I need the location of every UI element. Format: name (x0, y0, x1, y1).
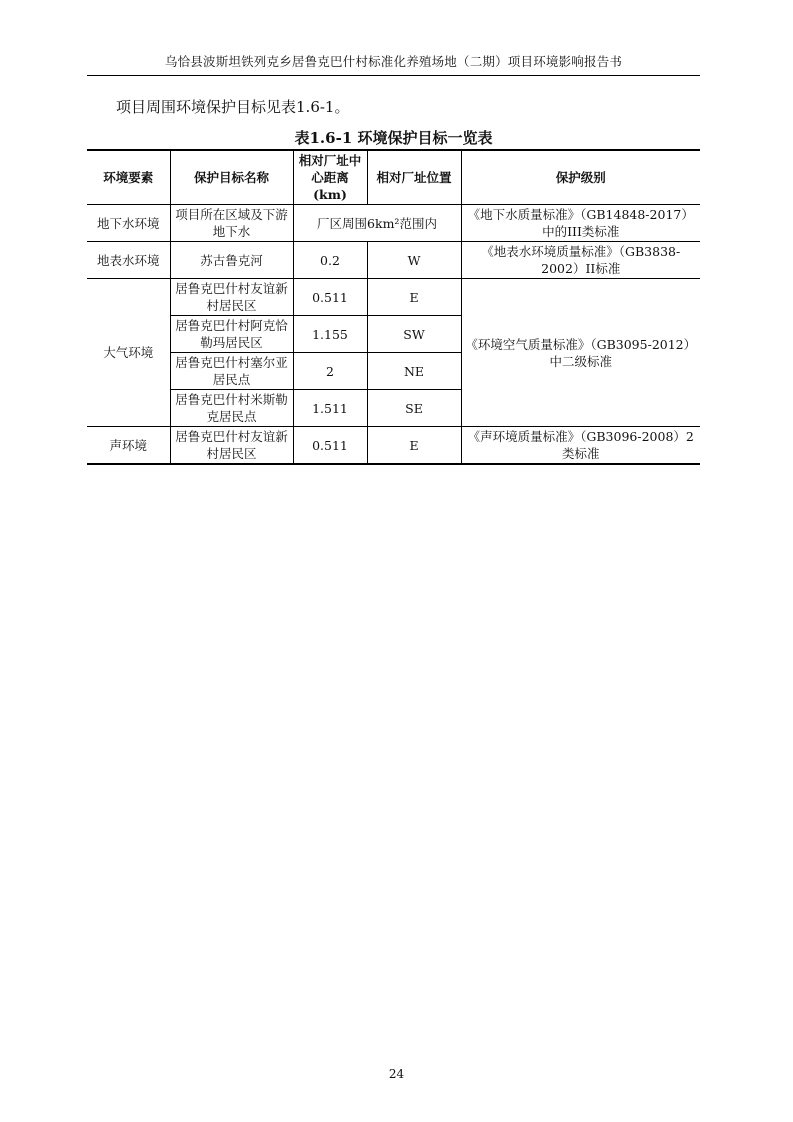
position-cell: W (367, 242, 461, 279)
position-cell: SE (367, 390, 461, 427)
protection-targets-table (87, 149, 700, 465)
distance-cell: 0.511 (293, 279, 367, 316)
page-number: 24 (388, 1067, 405, 1081)
target-cell: 居鲁克巴什村米斯勒克居民点 (170, 390, 293, 427)
table-row (87, 279, 700, 316)
position-cell: E (367, 279, 461, 316)
distance-cell: 1.511 (293, 390, 367, 427)
document-header: 乌恰县波斯坦铁列克乡居鲁克巴什村标准化养殖场地（二期）项目环境影响报告书 (164, 54, 623, 69)
target-cell: 项目所在区域及下游地下水 (170, 205, 293, 242)
level-cell: 《地表水环境质量标准》（GB3838-2002）II标准 (461, 242, 700, 279)
distance-cell: 0.511 (293, 427, 367, 465)
env-cell: 地表水环境 (87, 242, 170, 279)
distance-cell: 2 (293, 353, 367, 390)
target-cell: 居鲁克巴什村友谊新村居民区 (170, 427, 293, 465)
level-cell: 《环境空气质量标准》（GB3095-2012）中二级标准 (461, 279, 700, 427)
target-cell: 居鲁克巴什村友谊新村居民区 (170, 279, 293, 316)
target-cell: 居鲁克巴什村阿克恰勒玛居民区 (170, 316, 293, 353)
table-caption: 表1.6-1 环境保护目标一览表 (294, 129, 493, 147)
header-level: 保护级别 (461, 150, 700, 205)
header-env: 环境要素 (87, 150, 170, 205)
env-cell: 大气环境 (87, 279, 170, 427)
position-cell: NE (367, 353, 461, 390)
table-row (87, 242, 700, 279)
env-cell: 地下水环境 (87, 205, 170, 242)
distance-cell: 0.2 (293, 242, 367, 279)
table-header-row (87, 150, 700, 205)
level-cell: 《声环境质量标准》（GB3096-2008）2类标准 (461, 427, 700, 465)
header-target: 保护目标名称 (170, 150, 293, 205)
env-cell: 声环境 (87, 427, 170, 465)
position-cell: SW (367, 316, 461, 353)
position-cell: E (367, 427, 461, 465)
level-cell: 《地下水质量标准》（GB14848-2017）中的III类标准 (461, 205, 700, 242)
table-row (87, 205, 700, 242)
header-rule (87, 75, 700, 76)
header-distance: 相对厂址中心距离(km) (293, 150, 367, 205)
target-cell: 苏古鲁克河 (170, 242, 293, 279)
target-cell: 居鲁克巴什村塞尔亚居民点 (170, 353, 293, 390)
table-row (87, 427, 700, 465)
range-cell: 厂区周围6km²范围内 (293, 205, 461, 242)
intro-paragraph: 项目周围环境保护目标见表1.6-1。 (116, 98, 350, 116)
distance-cell: 1.155 (293, 316, 367, 353)
header-position: 相对厂址位置 (367, 150, 461, 205)
